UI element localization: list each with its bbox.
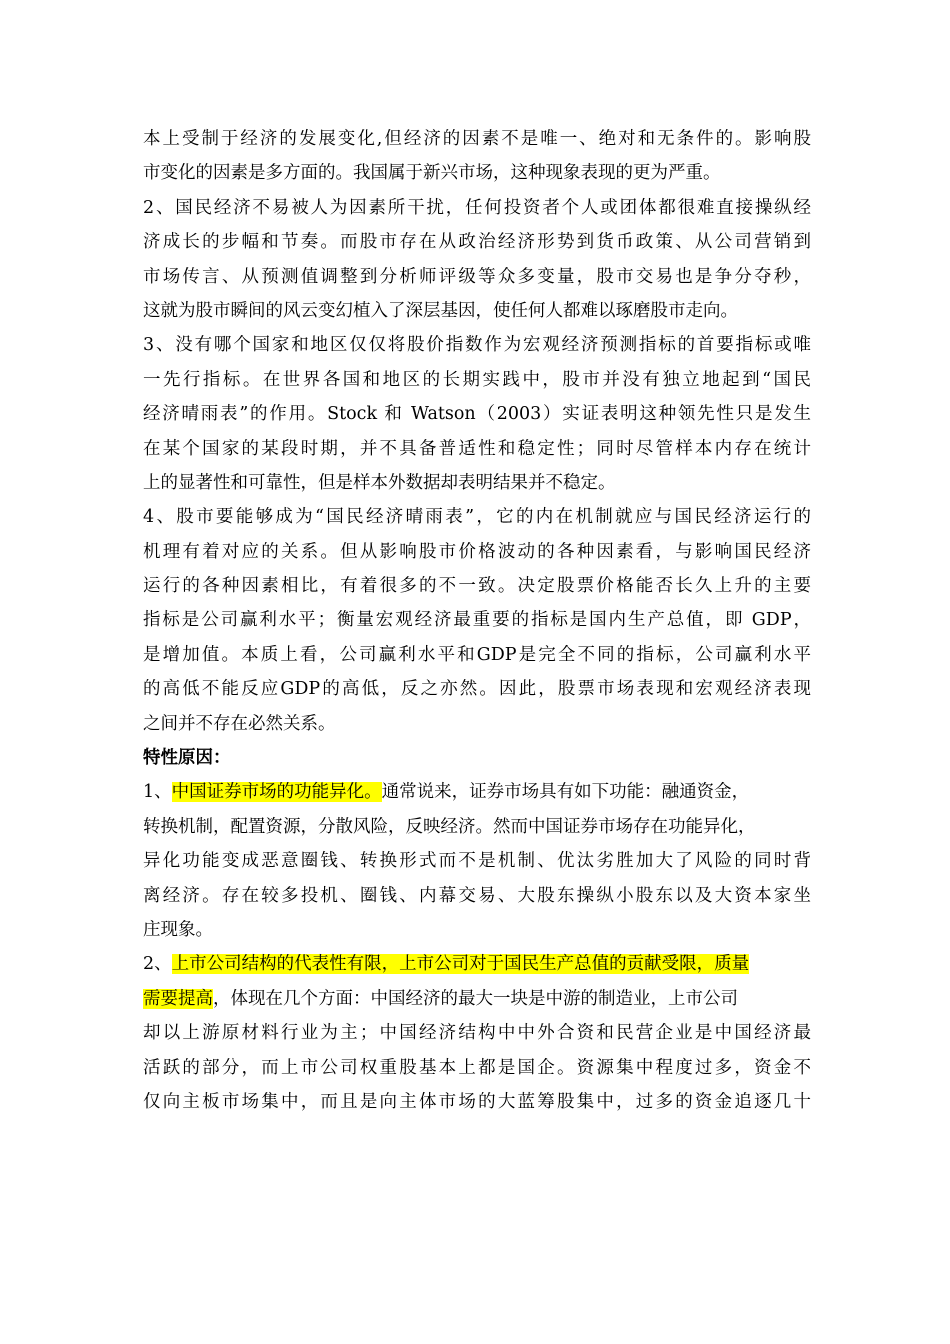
list-item-2-second-line <box>143 982 811 1016</box>
text-line: 在某个国家的某段时期，并不具备普适性和稳定性；同时尽管样本内存在统计 <box>143 438 811 459</box>
text-line: 这就为股市瞬间的风云变幻植入了深层基因，使任何人都难以琢磨股市走向。 <box>143 300 738 321</box>
text-line: 经济晴雨表”的作用。Stock 和 Watson（2003）实证表明这种领先性只是发生 <box>143 404 811 425</box>
highlighted-text: 上市公司结构的代表性有限，上市公司对于国民生产总值的贡献受限，质量 <box>171 954 750 975</box>
text-line: 3、没有哪个国家和地区仅仅将股价指数作为宏观经济预测指标的首要指标或唯 <box>143 335 811 356</box>
text-line: 一先行指标。在世界各国和地区的长期实践中，股市并没有独立地起到“国民 <box>143 369 811 390</box>
text-line: 4、股市要能够成为“国民经济晴雨表”，它的内在机制就应与国民经济运行的 <box>143 507 811 528</box>
text-line: 2、国民经济不易被人为因素所干扰，任何投资者个人或团体都很难直接操纵经 <box>143 197 811 218</box>
text-line: 市场传言、从预测值调整到分析师评级等众多变量，股市交易也是争分夺秒， <box>143 266 811 287</box>
text-line: 却以上游原材料行业为主；中国经济结构中中外合资和民营企业是中国经济最 <box>143 1023 811 1044</box>
text-line: 之间并不存在必然关系。 <box>143 713 336 734</box>
highlighted-text: 需要提高 <box>143 988 213 1009</box>
text-line: 上的显著性和可靠性，但是样本外数据却表明结果并不稳定。 <box>143 472 616 493</box>
text-line: 机理有着对应的关系。但从影响股市价格波动的各种因素看，与影响国民经济 <box>143 541 811 562</box>
text-line: 的高低不能反应GDP的高低，反之亦然。因此，股票市场表现和宏观经济表现 <box>143 679 811 700</box>
text-line: 指标是公司赢利水平；衡量宏观经济最重要的指标是国内生产总值，即 GDP， <box>143 610 811 631</box>
text-span: ，体现在几个方面：中国经济的最大一块是中游的制造业，上市公司 <box>213 988 738 1009</box>
list-item-prefix: 1、 <box>143 782 172 803</box>
text-line: 市变化的因素是多方面的。我国属于新兴市场，这种现象表现的更为严重。 <box>143 163 721 184</box>
text-line: 庄现象。 <box>143 919 213 940</box>
highlighted-text: 中国证券市场的功能异化。 <box>171 782 382 803</box>
text-line: 异化功能变成恶意圈钱、转换形式而不是机制、优汰劣胜加大了风险的同时背 <box>143 851 811 872</box>
text-span: 通常说来，证券市场具有如下功能：融通资金， <box>381 782 750 803</box>
text-line: 本上受制于经济的发展变化,但经济的因素不是唯一、绝对和无条件的。影响股 <box>143 129 811 149</box>
section-heading: 特性原因： <box>143 748 231 769</box>
text-line: 离经济。存在较多投机、圈钱、内幕交易、大股东操纵小股东以及大资本家坐 <box>143 885 811 906</box>
text-line: 是增加值。本质上看，公司赢利水平和GDP是完全不同的指标，公司赢利水平 <box>143 644 811 665</box>
text-line: 活跃的部分，而上市公司权重股基本上都是国企。资源集中程度过多，资金不 <box>143 1057 811 1078</box>
text-line: 转换机制，配置资源，分散风险，反映经济。然而中国证券市场存在功能异化， <box>143 816 756 837</box>
text-line: 仅向主板市场集中，而且是向主体市场的大蓝筹股集中，过多的资金追逐几十 <box>143 1091 811 1112</box>
document-body <box>143 122 811 1119</box>
text-line: 济成长的步幅和节奏。而股市存在从政治经济形势到货币政策、从公司营销到 <box>143 232 811 253</box>
list-item-prefix: 2、 <box>143 954 172 975</box>
text-line: 运行的各种因素相比，有着很多的不一致。决定股票价格能否长久上升的主要 <box>143 576 811 597</box>
list-item-2-first-line <box>143 947 811 981</box>
list-item-1-first-line <box>143 775 811 809</box>
